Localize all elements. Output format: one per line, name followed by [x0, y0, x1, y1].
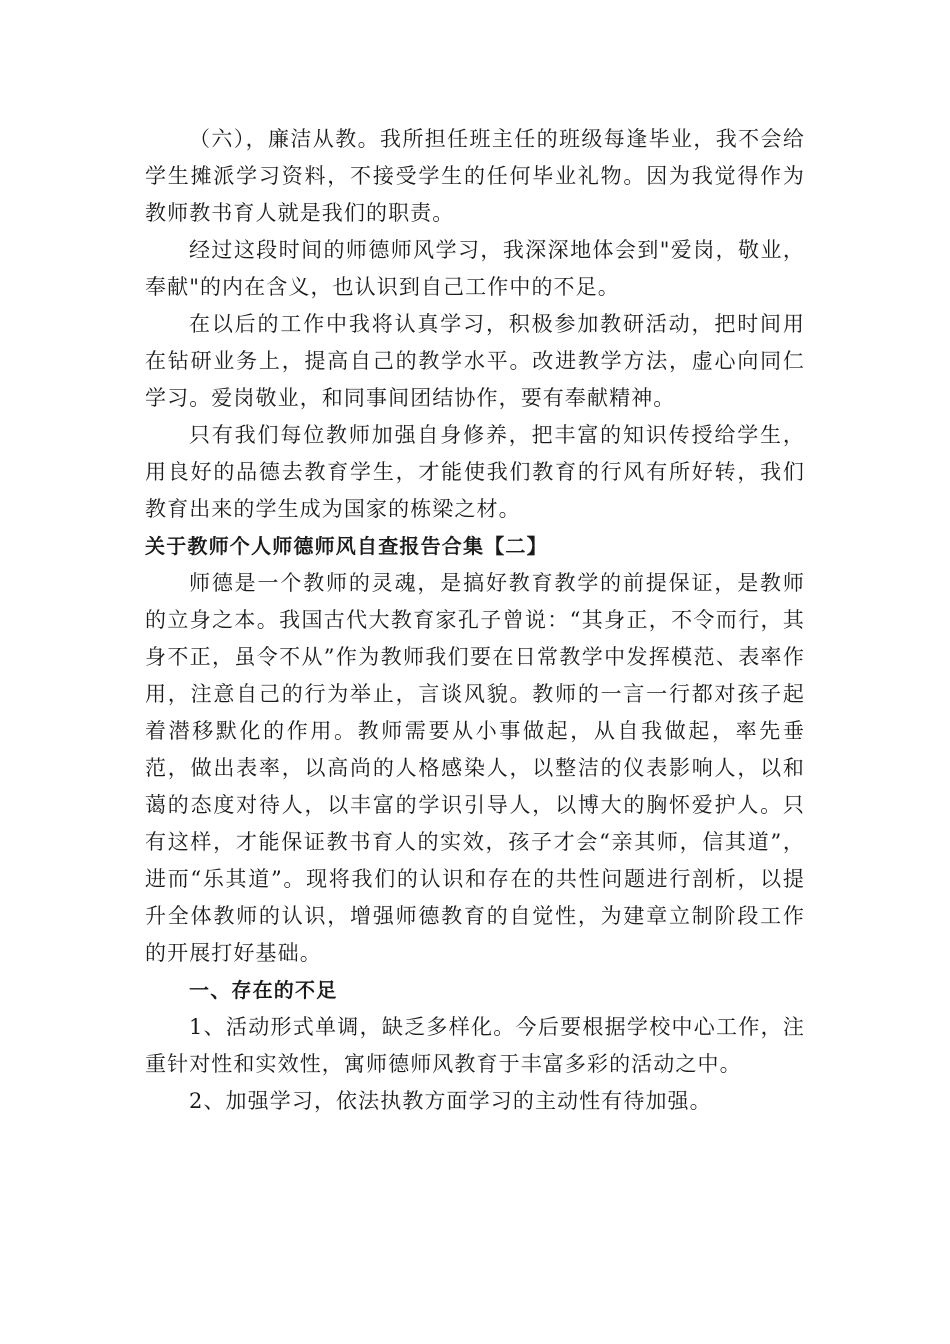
document-body	[145, 121, 805, 1120]
subsection-title: 一、存在的不足	[189, 978, 338, 1002]
section-title: 关于教师个人师德师风自查报告合集【二】	[145, 534, 548, 558]
paragraph-self-cultivation: 只有我们每位教师加强自身修养，把丰富的知识传授给学生，用良好的品德去教育学生，才能使我们教育的行风有所好转，我们教育出来的学生成为国家的栋梁之材。	[145, 423, 805, 521]
paragraph-intro: 师德是一个教师的灵魂，是搞好教育教学的前提保证，是教师的立身之本。我国古代大教育家孔子曾说：“其身正，不令而行，其身不正，虽令不从”作为教师我们要在日常教学中发挥模范、表率作用，注意自己的行为举止，言谈风貌。教师的一言一行都对孩子起着潜移默化的作用。教师需要从小事做起，从自我做起，率先垂范，做出表率，以高尚的人格感染人，以整洁的仪表影响人，以和蔼的态度对待人，以丰富的学识引导人，以博大的胸怀爱护人。只有这样，才能保证教书育人的实效，孩子才会“亲其师，信其道”，进而“乐其道”。现将我们的认识和存在的共性问题进行剖析，以提升全体教师的认识，增强师德教育的自觉性，为建章立制阶段工作的开展打好基础。	[145, 571, 805, 965]
list-item: 1、活动形式单调，缺乏多样化。今后要根据学校中心工作，注重针对性和实效性，寓师德师风教育于丰富多彩的活动之中。	[145, 1015, 805, 1076]
paragraph-integrity: （六），廉洁从教。我所担任班主任的班级每逢毕业，我不会给学生摊派学习资料，不接受学生的任何毕业礼物。因为我觉得作为教师教书育人就是我们的职责。	[145, 127, 805, 225]
list-item: 2、加强学习，依法执教方面学习的主动性有待加强。	[189, 1089, 712, 1113]
paragraph-study-reflection: 经过这段时间的师德师风学习，我深深地体会到"爱岗，敬业，奉献"的内在含义，也认识到自己工作中的不足。	[145, 238, 805, 299]
paragraph-future-work: 在以后的工作中我将认真学习，积极参加教研活动，把时间用在钻研业务上，提高自己的教学水平。改进教学方法，虚心向同仁学习。爱岗敬业，和同事间团结协作，要有奉献精神。	[145, 312, 805, 410]
